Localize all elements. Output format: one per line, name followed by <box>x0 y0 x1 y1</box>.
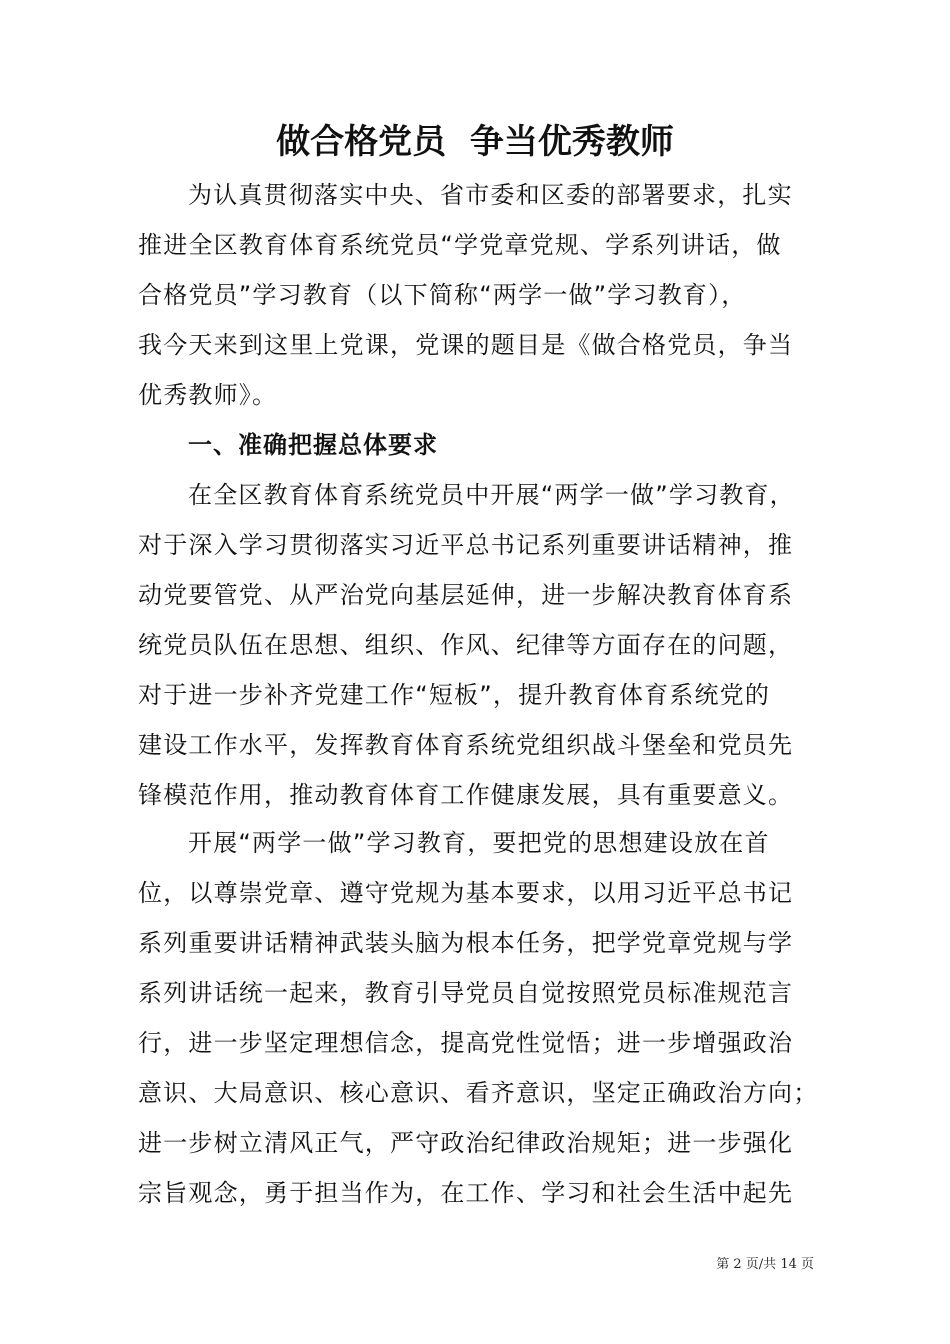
paragraph-line: 系列讲话统一起来，教育引导党员自觉按照党员标准规范言 <box>138 979 794 1007</box>
intro-paragraph <box>138 170 824 420</box>
paragraph-line: 开展“两学一做”学习教育，要把党的思想建设放在首 <box>188 829 770 857</box>
paragraph-line: 合格党员”学习教育（以下简称“两学一做”学习教育）， <box>138 281 747 309</box>
paragraph-line: 为认真贯彻落实中央、省市委和区委的部署要求，扎实 <box>188 181 793 209</box>
paragraph-line: 位，以尊崇党章、遵守党规为基本要求，以用习近平总书记 <box>138 879 794 907</box>
paragraph-line: 行，进一步坚定理想信念，提高党性觉悟；进一步增强政治 <box>138 1029 794 1057</box>
page-number-footer: 第 2 页/共 14 页 <box>716 1257 814 1272</box>
paragraph-line: 进一步树立清风正气，严守政治纪律政治规矩；进一步强化 <box>138 1129 794 1157</box>
paragraph-line: 对于深入学习贯彻落实习近平总书记系列重要讲话精神，推 <box>138 531 794 559</box>
paragraph-line: 统党员队伍在思想、组织、作风、纪律等方面存在的问题， <box>138 631 794 659</box>
paragraph-line: 优秀教师》。 <box>138 381 278 409</box>
paragraph-line: 宗旨观念，勇于担当作为，在工作、学习和社会生活中起先 <box>138 1179 794 1207</box>
paragraph-line: 我今天来到这里上党课，党课的题目是《做合格党员，争当 <box>138 331 794 359</box>
body-paragraph-3 <box>138 818 824 1218</box>
paragraph-line: 系列重要讲话精神武装头脑为根本任务，把学党章党规与学 <box>138 929 794 957</box>
paragraph-line: 建设工作水平，发挥教育体育系统党组织战斗堡垒和党员先 <box>138 731 794 759</box>
paragraph-line: 锋模范作用，推动教育体育工作健康发展，具有重要意义。 <box>138 781 794 809</box>
paragraph-line: 推进全区教育体育系统党员“学党章党规、学系列讲话，做 <box>138 231 782 259</box>
document-title: 做合格党员 争当优秀教师 <box>276 122 674 162</box>
paragraph-line: 意识、大局意识、核心意识、看齐意识，坚定正确政治方向； <box>138 1079 819 1107</box>
paragraph-line: 对于进一步补齐党建工作“短板”，提升教育体育系统党的 <box>138 681 771 709</box>
paragraph-line: 在全区教育体育系统党员中开展“两学一做”学习教育， <box>188 481 795 509</box>
body-paragraph-2 <box>138 470 824 820</box>
paragraph-line: 动党要管党、从严治党向基层延伸，进一步解决教育体育系 <box>138 581 794 609</box>
section-heading: 一、准确把握总体要求 <box>188 431 438 459</box>
